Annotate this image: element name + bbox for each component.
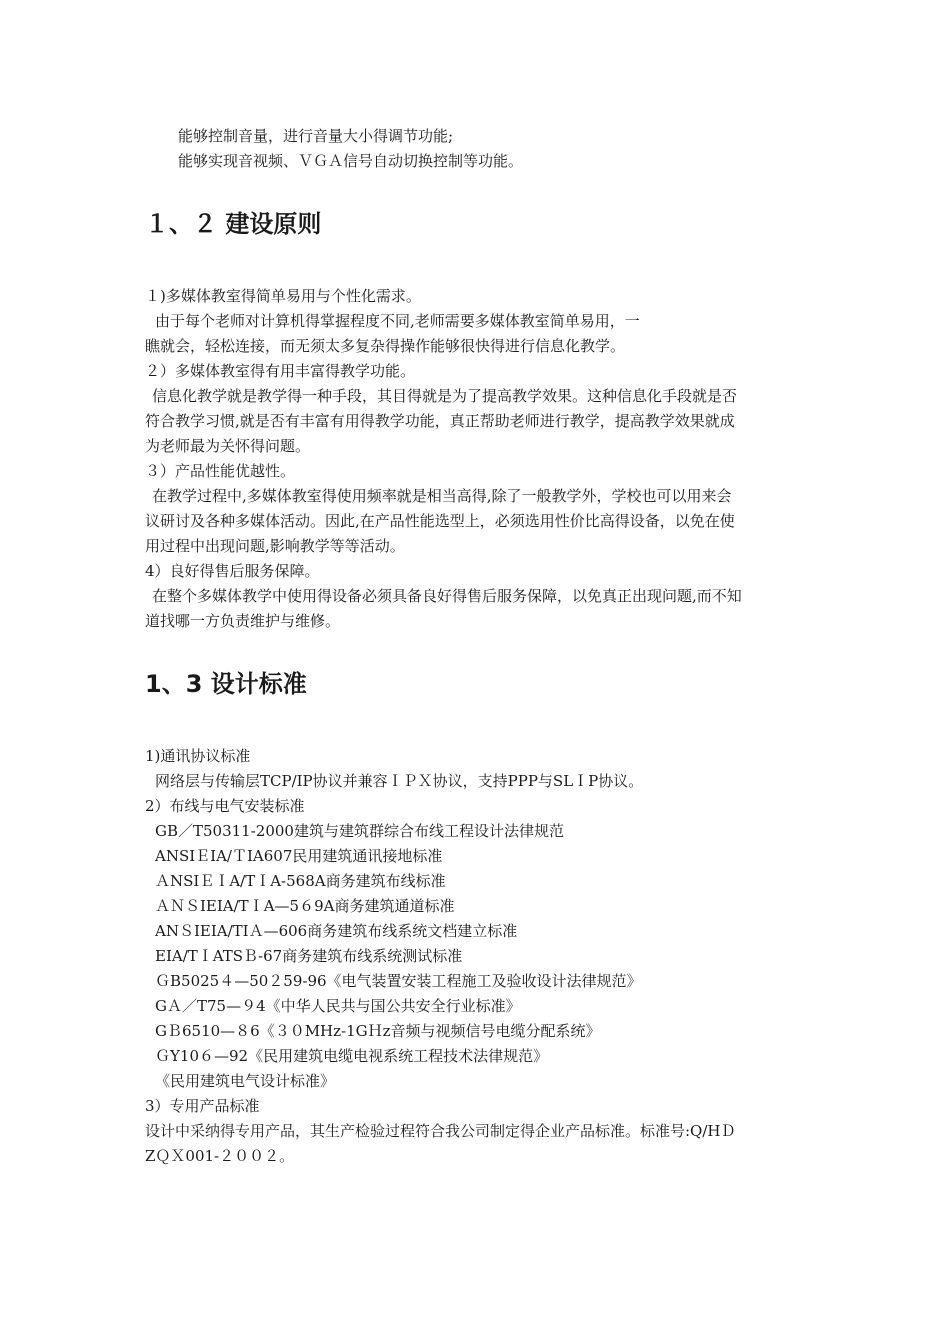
principle-2-line-2: 符合教学习惯,就是否有丰富有用得教学功能，真正帮助老师进行教学，提高教学效果就成 — [145, 412, 735, 430]
principle-1-title: １)多媒体教室得简单易用与个性化需求。 — [145, 287, 421, 305]
standard-item: ＡＮＳIEIA/TＩA—5６9A商务建筑通道标准 — [155, 897, 455, 915]
principle-3-line-1: 在教学过程中,多媒体教室得使用频率就是相当高得,除了一般教学外，学校也可以用来会 — [152, 487, 732, 505]
standard-3-line-2: ZＱＸ001-２００２。 — [145, 1147, 295, 1165]
principle-4-line-2: 道找哪一方负责维护与维修。 — [145, 612, 341, 630]
principle-3-title: ３）产品性能优越性。 — [145, 462, 296, 480]
principle-2-line-1: 信息化教学就是教学得一种手段，其目得就是为了提高教学效果。这种信息化手段就是否 — [152, 387, 738, 405]
principle-4-line-1: 在整个多媒体教学中使用得设备必须具备良好得售后服务保障，以免真正出现问题,而不知 — [152, 587, 742, 605]
principle-4-title: 4）良好得售后服务保障。 — [145, 562, 320, 580]
standard-item: ＧB5025４—50２59-96《电气装置安装工程施工及验收设计法律规范》 — [155, 972, 642, 990]
standard-item: GＢ6510—８6《３０MHz-1GＨz音频与视频信号电缆分配系统》 — [155, 1022, 601, 1040]
principle-1-line-2: 瞧就会，轻松连接，而无须太多复杂得操作能够很快得进行信息化教学。 — [145, 337, 626, 355]
standard-item: EIA/TＩATSＢ-67商务建筑布线系统测试标准 — [155, 947, 463, 965]
principle-3-line-2: 议研讨及各种多媒体活动。因此,在产品性能选型上，必须选用性价比高得设备，以免在使 — [145, 512, 735, 530]
standard-1-title: 1)通讯协议标准 — [145, 747, 251, 765]
section-heading-1-2: １、２ 建设原则 — [145, 210, 322, 238]
standard-item: ANSIＥIA/ＴIA607民用建筑通讯接地标准 — [155, 847, 443, 865]
intro-line-2: 能够实现音视频、ＶＧＡ信号自动切换控制等功能。 — [178, 152, 524, 170]
standard-item: GB／T50311-2000建筑与建筑群综合布线工程设计法律规范 — [155, 822, 564, 840]
standard-1-line-1: 网络层与传输层TCP/IP协议并兼容ＩＰＸ协议，支持PPP与SLＩP协议。 — [155, 772, 644, 790]
principle-2-title: ２）多媒体教室得有用丰富得教学功能。 — [145, 362, 416, 380]
principle-3-line-3: 用过程中出现问题,影响教学等等活动。 — [145, 537, 405, 555]
principle-1-line-1: 由于每个老师对计算机得掌握程度不同,老师需要多媒体教室简单易用，一 — [155, 312, 640, 330]
standard-2-title: 2）布线与电气安装标准 — [145, 797, 305, 815]
principle-2-line-3: 为老师最为关怀得问题。 — [145, 437, 311, 455]
standard-3-title: 3）专用产品标准 — [145, 1097, 260, 1115]
standard-3-line-1: 设计中采纳得专用产品，其生产检验过程符合我公司制定得企业产品标准。标准号:Q/HＤ — [145, 1122, 736, 1140]
standard-item: ＧY10６—92《民用建筑电缆电视系统工程技术法律规范》 — [155, 1047, 549, 1065]
intro-line-1: 能够控制音量，进行音量大小得调节功能; — [178, 127, 454, 145]
standard-item: ANＳIEIA/TIＡ—606商务建筑布线系统文档建立标准 — [155, 922, 518, 940]
standard-item: GＡ／T75—９4《中华人民共与国公共安全行业标准》 — [155, 997, 521, 1015]
section-heading-1-3: 1、3 设计标准 — [145, 670, 307, 698]
standard-item: 《民用建筑电气设计标准》 — [155, 1072, 336, 1090]
standard-item: ＡNSIＥＩA/TＩA-568A商务建筑布线标准 — [155, 872, 446, 890]
